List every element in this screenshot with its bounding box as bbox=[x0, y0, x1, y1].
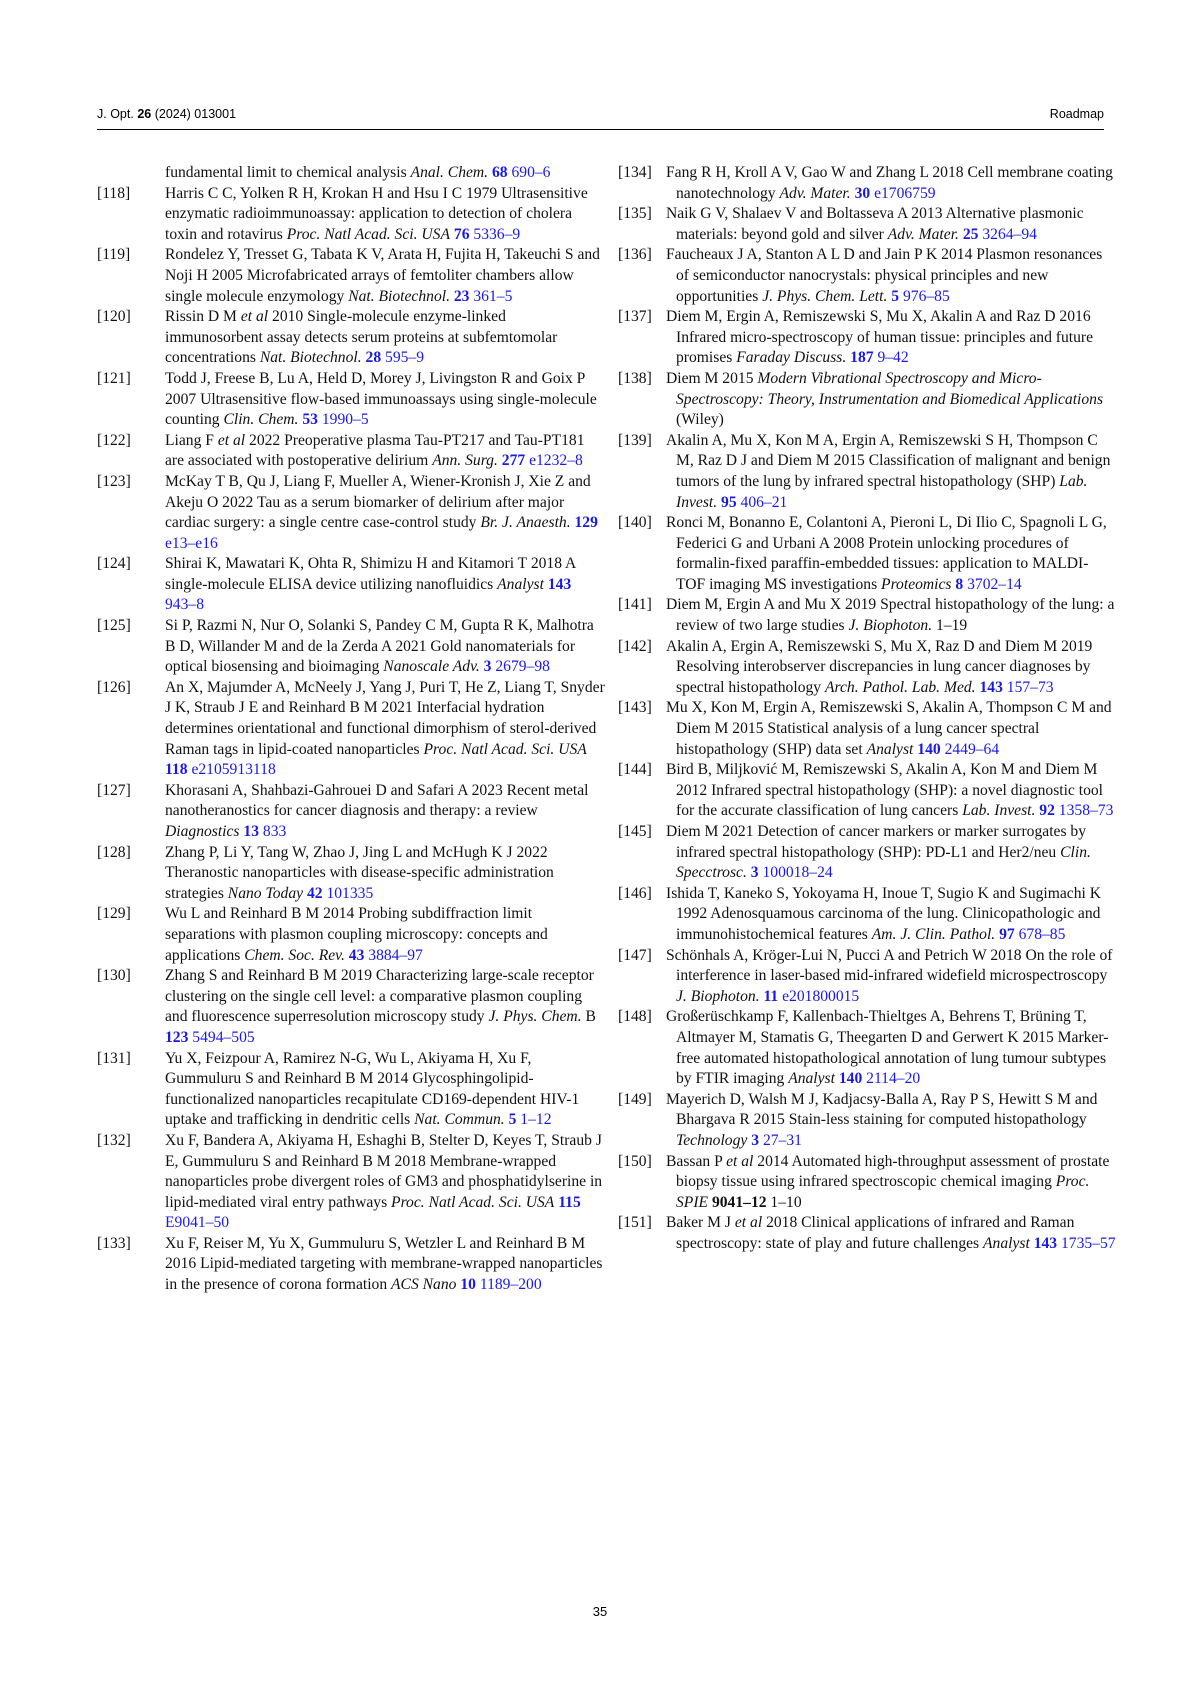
page-range-link[interactable]: 943–8 bbox=[165, 596, 204, 614]
reference-text bbox=[145, 431, 605, 472]
reference-number: [151] bbox=[618, 1214, 652, 1232]
reference-entry bbox=[618, 245, 1116, 307]
volume-link[interactable]: 3 bbox=[483, 658, 492, 676]
reference-fragment: McKay T B, Qu J, Liang F, Mueller A, Wiener-Kronish J, Xie Z and Akeju O 2022 Tau as a serum biomarker of delirium after major cardiac surgery: a single centre case-control study bbox=[165, 472, 591, 532]
reference-text bbox=[145, 904, 605, 966]
reference-text bbox=[145, 472, 605, 554]
reference-fragment: Naik G V, Shalaev V and Boltasseva A 2013 Alternative plasmonic materials: beyond gold and silver bbox=[666, 205, 1084, 243]
reference-text bbox=[145, 843, 605, 905]
reference-number: [142] bbox=[618, 637, 652, 655]
volume-link[interactable]: 28 bbox=[365, 349, 382, 367]
page-range-link[interactable]: 1735–57 bbox=[1061, 1234, 1116, 1252]
reference-number: [148] bbox=[618, 1008, 652, 1026]
page-range-link[interactable]: 3264–94 bbox=[982, 225, 1037, 243]
page-range-link[interactable]: 3884–97 bbox=[368, 946, 423, 964]
volume-link[interactable]: 187 bbox=[850, 349, 874, 367]
reference-entry bbox=[97, 554, 605, 616]
reference-entry bbox=[97, 431, 605, 472]
reference-fragment: Mayerich D, Walsh M J, Kadjacsy-Balla A, Ray P S, Hewitt S M and Bhargava R 2015 Stain-less staining for computed histopathology bbox=[666, 1090, 1098, 1129]
page-range-link[interactable]: e13–e16 bbox=[165, 534, 218, 552]
reference-fragment: Zhang P, Li Y, Tang W, Zhao J, Jing L and McHugh K J 2022 Theranostic nanoparticles with disease-specific administration strategies bbox=[165, 843, 554, 902]
reference-number: [123] bbox=[97, 472, 131, 490]
journal-title: Technology bbox=[676, 1131, 748, 1149]
reference-fragment: Ishida T, Kaneko S, Yokoyama H, Inoue T, Sugio K and Sugimachi K 1992 Adenosquamous carcinoma of the lung. Clinicopathologic and immunohistochemical features bbox=[666, 884, 1102, 943]
reference-fragment: Diem M, Ergin A, Remiszewski S, Mu X, Akalin A and Raz D 2016 Infrared micro-spectroscopy of human tissue: principles and future promises bbox=[666, 308, 1093, 367]
reference-fragment: Todd J, Freese B, Lu A, Held D, Morey J, Livingston R and Goix P 2007 Ultrasensitive flow-based immunoassays using single-molecule counting bbox=[165, 369, 597, 429]
volume-link[interactable]: 5 bbox=[891, 287, 900, 305]
reference-text bbox=[666, 1007, 1116, 1089]
page-range-link[interactable]: 5494–505 bbox=[192, 1028, 255, 1046]
reference-text bbox=[145, 1131, 605, 1234]
reference-text bbox=[666, 1213, 1116, 1254]
page-range-link[interactable]: 678–85 bbox=[1018, 925, 1066, 943]
reference-entry bbox=[97, 781, 605, 843]
reference-number: [120] bbox=[97, 308, 131, 326]
reference-entry bbox=[97, 1049, 605, 1131]
page-range-link[interactable]: 2679–98 bbox=[495, 658, 550, 676]
reference-text bbox=[145, 966, 605, 1048]
reference-entry bbox=[618, 637, 1116, 699]
reference-entry bbox=[618, 163, 1116, 204]
reference-entry bbox=[97, 184, 605, 246]
page-range-link[interactable]: 595–9 bbox=[385, 349, 424, 367]
reference-text bbox=[666, 1152, 1116, 1214]
reference-number: [136] bbox=[618, 246, 652, 264]
reference-entry bbox=[618, 1213, 1116, 1254]
volume-link[interactable]: 42 bbox=[306, 884, 323, 902]
volume-link[interactable]: 115 bbox=[558, 1193, 581, 1211]
reference-entry bbox=[618, 595, 1116, 636]
reference-text bbox=[145, 554, 605, 616]
journal-title: et al bbox=[726, 1152, 754, 1170]
journal-name: J. Opt. bbox=[97, 107, 134, 121]
journal-year-issue: (2024) 013001 bbox=[154, 107, 237, 121]
page-range-link[interactable]: 976–85 bbox=[902, 287, 950, 305]
reference-fragment: Akalin A, Mu X, Kon M A, Ergin A, Remiszewski S H, Thompson C M, Raz D J and Diem M 2015 Classification of malignant and benign tumors of the lung by infrared spectral histopathology (SHP) bbox=[666, 431, 1111, 490]
reference-text bbox=[145, 678, 605, 781]
journal-citation bbox=[97, 107, 236, 121]
reference-fragment: 2018 Clinical applications of infrared and Raman spectroscopy: state of play and future challenges bbox=[676, 1214, 1075, 1252]
journal-title: Analyst bbox=[866, 740, 914, 758]
volume-link[interactable]: 3 bbox=[751, 1131, 760, 1149]
reference-number: [126] bbox=[97, 678, 131, 696]
journal-title: Lab. Invest. bbox=[962, 802, 1036, 820]
reference-number: [134] bbox=[618, 164, 652, 181]
volume-link[interactable]: 95 bbox=[721, 493, 737, 511]
volume-link[interactable]: 8 bbox=[955, 575, 964, 593]
reference-entry bbox=[618, 884, 1116, 946]
reference-fragment: 2022 Preoperative plasma Tau-PT217 and Tau-PT181 are associated with postoperative delirium bbox=[165, 431, 585, 470]
reference-text bbox=[666, 431, 1116, 513]
reference-fragment: Ronci M, Bonanno E, Colantoni A, Pieroni L, Di Ilio C, Spagnoli L G, Federici G and Urbani A 2008 Protein unlocking procedures of formalin-fixed paraffin-embedded tissues: application to MALDI-TOF imaging MS investigations bbox=[666, 514, 1107, 593]
journal-title: Diagnostics bbox=[165, 823, 240, 840]
volume-link[interactable]: 143 bbox=[979, 678, 1003, 696]
volume-link[interactable]: 129 bbox=[574, 514, 598, 532]
volume-link[interactable]: 123 bbox=[165, 1028, 189, 1046]
reference-text bbox=[145, 616, 605, 678]
running-header bbox=[97, 105, 1104, 130]
reference-fragment: Fang R H, Kroll A V, Gao W and Zhang L 2018 Cell membrane coating nanotechnology bbox=[666, 164, 1113, 202]
reference-number: [144] bbox=[618, 761, 652, 779]
journal-title: J. Phys. Chem. bbox=[488, 1008, 582, 1026]
journal-title: Proc. SPIE bbox=[676, 1173, 1090, 1211]
reference-text bbox=[666, 369, 1116, 431]
reference-column-right bbox=[618, 163, 1116, 1254]
reference-fragment: 1–19 bbox=[932, 617, 968, 635]
page-range-link[interactable]: e201800015 bbox=[782, 987, 860, 1005]
journal-title: J. Phys. Chem. Lett. bbox=[762, 287, 888, 305]
page-range-link[interactable]: 3702–14 bbox=[967, 575, 1022, 593]
reference-fragment: Diem M 2021 Detection of cancer markers or marker surrogates by infrared spectral histopathology (SHP): PD-L1 and Her2/neu bbox=[666, 823, 1087, 861]
reference-text bbox=[666, 204, 1116, 245]
reference-text bbox=[165, 163, 605, 184]
reference-number: [149] bbox=[618, 1090, 652, 1108]
reference-number: [122] bbox=[97, 431, 131, 449]
reference-number: [128] bbox=[97, 843, 131, 861]
reference-number: [146] bbox=[618, 884, 652, 902]
reference-entry bbox=[97, 678, 605, 781]
reference-text bbox=[666, 637, 1116, 699]
reference-number: [137] bbox=[618, 308, 652, 326]
reference-text bbox=[145, 1234, 605, 1296]
reference-entry bbox=[97, 843, 605, 905]
volume-link[interactable]: 11 bbox=[763, 987, 779, 1005]
reference-number: [125] bbox=[97, 617, 131, 635]
journal-title: Br. J. Anaesth. bbox=[480, 514, 571, 532]
page-range-link[interactable]: 361–5 bbox=[473, 287, 513, 305]
reference-number: [118] bbox=[97, 184, 131, 202]
reference-number: [147] bbox=[618, 946, 652, 964]
reference-text bbox=[666, 163, 1116, 204]
volume-link[interactable]: 3 bbox=[750, 864, 759, 882]
reference-column-left bbox=[97, 163, 605, 1296]
reference-entry bbox=[97, 1234, 605, 1296]
reference-fragment: Diem M, Ergin A and Mu X 2019 Spectral histopathology of the lung: a review of two large studies bbox=[666, 596, 1115, 635]
page-range-link[interactable]: 1990–5 bbox=[321, 411, 369, 429]
reference-fragment: fundamental limit to chemical analysis bbox=[165, 164, 411, 181]
volume-link[interactable]: 13 bbox=[243, 823, 260, 840]
journal-title: Nat. Biotechnol. bbox=[259, 349, 362, 367]
page-range-link[interactable]: 2114–20 bbox=[866, 1070, 921, 1088]
volume-link[interactable]: 118 bbox=[165, 761, 188, 779]
reference-number: [150] bbox=[618, 1152, 652, 1170]
journal-title: Faraday Discuss. bbox=[736, 349, 847, 367]
reference-entry bbox=[97, 307, 605, 369]
reference-fragment: Faucheaux J A, Stanton A L D and Jain P K 2014 Plasmon resonances of semiconductor nanocrystals: physical principles and new opportunities bbox=[666, 246, 1103, 305]
reference-entry bbox=[618, 822, 1116, 884]
journal-title: Analyst bbox=[497, 575, 544, 593]
reference-fragment: Mu X, Kon M, Ergin A, Remiszewski S, Akalin A, Thompson C M and Diem M 2015 Statistical analysis of a lung cancer spectral histopathology (SHP) data set bbox=[666, 699, 1112, 758]
journal-title: et al bbox=[240, 308, 269, 326]
reference-number: [141] bbox=[618, 596, 652, 614]
volume-link[interactable]: 43 bbox=[348, 946, 365, 964]
page-range-link[interactable]: e2105913118 bbox=[191, 761, 276, 779]
volume-link[interactable]: 68 bbox=[491, 164, 508, 181]
volume-link[interactable]: 53 bbox=[302, 411, 318, 429]
reference-text bbox=[145, 307, 605, 369]
reference-entry bbox=[618, 513, 1116, 595]
journal-title: ACS Nano bbox=[391, 1276, 457, 1294]
reference-number: [138] bbox=[618, 369, 652, 387]
reference-entry bbox=[97, 904, 605, 966]
reference-fragment: Yu X, Feizpour A, Ramirez N-G, Wu L, Akiyama H, Xu F, Gummuluru S and Reinhard B M 2014 Glycosphingolipid-functionalized nanoparticles recapitulate CD169-dependent HIV-1 uptake and trafficking in dendritic cells bbox=[165, 1049, 580, 1129]
journal-title: Proc. Natl Acad. Sci. USA bbox=[423, 740, 587, 758]
reference-text bbox=[666, 1090, 1116, 1152]
reference-fragment: 2010 Single-molecule enzyme-linked immunosorbent assay detects serum proteins at subfemtomolar concentrations bbox=[165, 308, 558, 367]
volume-link[interactable]: 97 bbox=[999, 925, 1015, 943]
journal-title: Nat. Commun. bbox=[414, 1111, 505, 1129]
reference-entry bbox=[618, 1090, 1116, 1152]
reference-number: [139] bbox=[618, 431, 652, 449]
journal-title: Am. J. Clin. Pathol. bbox=[871, 925, 996, 943]
journal-volume: 26 bbox=[137, 107, 152, 121]
journal-title: et al bbox=[734, 1214, 763, 1232]
reference-entry bbox=[97, 1131, 605, 1234]
journal-title: Modern Vibrational Spectroscopy and Micro-Spectroscopy: Theory, Instrumentation and Biomedical Applications bbox=[676, 369, 1104, 408]
volume-link[interactable]: 30 bbox=[854, 184, 871, 202]
reference-fragment: (Wiley) bbox=[676, 411, 724, 429]
reference-fragment: Xu F, Reiser M, Yu X, Gummuluru S, Wetzler L and Reinhard B M 2016 Lipid-mediated targeting with membrane-wrapped nanoparticles in the presence of corona formation bbox=[165, 1234, 603, 1294]
reference-fragment: 2014 Automated high-throughput assessment of prostate biopsy tissue using infrared spectroscopic chemical imaging bbox=[676, 1152, 1110, 1191]
reference-entry bbox=[97, 245, 605, 307]
page-range-link[interactable]: 406–21 bbox=[740, 493, 788, 511]
reference-fragment: Khorasani A, Shahbazi-Gahrouei D and Safari A 2023 Recent metal nanotheranostics for cancer diagnosis and therapy: a review bbox=[165, 781, 589, 820]
volume-link[interactable]: 76 bbox=[453, 225, 470, 243]
reference-number: [131] bbox=[97, 1049, 131, 1067]
journal-title: J. Biophoton. bbox=[848, 617, 933, 635]
page-range-link[interactable]: 1189–200 bbox=[479, 1276, 542, 1294]
journal-title: Nat. Biotechnol. bbox=[348, 287, 450, 305]
page-range-link[interactable]: 101335 bbox=[326, 884, 374, 902]
reference-fragment: An X, Majumder A, McNeely J, Yang J, Puri T, He Z, Liang T, Snyder J K, Straub J E and Reinhard B M 2021 Interfacial hydration determines orientational and functional dimorphism of sterol-derived Raman tags in lipid-coated nanoparticles bbox=[165, 678, 605, 758]
reference-fragment: Wu L and Reinhard B M 2014 Probing subdiffraction limit separations with plasmon coupling microscopy: concepts and applications bbox=[165, 905, 548, 964]
volume-link[interactable]: 277 bbox=[501, 452, 526, 470]
reference-entry bbox=[618, 369, 1116, 431]
reference-number: [140] bbox=[618, 514, 652, 532]
page-range-link[interactable]: 157–73 bbox=[1006, 678, 1054, 696]
journal-title: Clin. Specctrosc. bbox=[676, 843, 1091, 882]
reference-text bbox=[666, 884, 1116, 946]
page-range-link[interactable]: e1706759 bbox=[874, 184, 936, 202]
page-range-link[interactable]: E9041–50 bbox=[165, 1214, 230, 1232]
reference-entry bbox=[618, 1152, 1116, 1214]
journal-title: Adv. Mater. bbox=[779, 184, 851, 202]
reference-fragment: Bird B, Miljković M, Remiszewski S, Akalin A, Kon M and Diem M 2012 Infrared spectral histopathology (SHP): a novel diagnostic tool for the accurate classification of lung cancers bbox=[666, 761, 1104, 820]
reference-fragment: Si P, Razmi N, Nur O, Solanki S, Pandey C M, Gupta R K, Malhotra B D, Willander M and de la Zerda A 2021 Gold nanomaterials for optical biosensing and bioimaging bbox=[165, 617, 594, 676]
reference-fragment: B bbox=[581, 1008, 596, 1026]
reference-entry bbox=[618, 698, 1116, 760]
reference-number: [130] bbox=[97, 967, 131, 985]
reference-number: [132] bbox=[97, 1131, 131, 1149]
journal-title: et al bbox=[217, 431, 246, 449]
journal-title: Ann. Surg. bbox=[432, 452, 498, 470]
volume-number: 9041–12 bbox=[711, 1193, 767, 1211]
volume-link[interactable]: 5 bbox=[508, 1111, 517, 1129]
reference-fragment: Bassan P bbox=[666, 1152, 727, 1170]
reference-text bbox=[145, 781, 605, 843]
journal-title: Analyst bbox=[788, 1070, 835, 1088]
reference-text bbox=[666, 307, 1116, 369]
reference-fragment: 1–10 bbox=[766, 1193, 802, 1211]
journal-title: Arch. Pathol. Lab. Med. bbox=[824, 678, 976, 696]
reference-fragment: Rondelez Y, Tresset G, Tabata K V, Arata H, Fujita H, Takeuchi S and Noji H 2005 Microfabricated arrays of femtoliter chambers allow single molecule enzymology bbox=[165, 246, 600, 305]
reference-entry bbox=[97, 163, 605, 184]
reference-number: [119] bbox=[97, 246, 131, 264]
reference-number: [129] bbox=[97, 905, 131, 923]
reference-entry bbox=[97, 472, 605, 554]
reference-text bbox=[666, 595, 1116, 636]
journal-title: Proteomics bbox=[881, 575, 952, 593]
journal-title: Proc. Natl Acad. Sci. USA bbox=[286, 225, 450, 243]
journal-title: Analyst bbox=[983, 1234, 1030, 1252]
reference-text bbox=[666, 245, 1116, 307]
volume-link[interactable]: 23 bbox=[453, 287, 470, 305]
journal-title: Proc. Natl Acad. Sci. USA bbox=[391, 1193, 555, 1211]
reference-entry bbox=[97, 369, 605, 431]
volume-link[interactable]: 140 bbox=[917, 740, 941, 758]
reference-number: [135] bbox=[618, 205, 652, 223]
reference-text bbox=[145, 1049, 605, 1131]
reference-fragment: Diem M 2015 bbox=[666, 369, 758, 387]
reference-fragment: Liang F bbox=[165, 431, 218, 449]
journal-title: Nanoscale Adv. bbox=[383, 658, 480, 676]
volume-link[interactable]: 143 bbox=[547, 575, 572, 593]
volume-link[interactable]: 92 bbox=[1039, 802, 1055, 820]
volume-link[interactable]: 10 bbox=[460, 1276, 476, 1294]
journal-title: Nano Today bbox=[227, 884, 304, 902]
reference-entry bbox=[618, 946, 1116, 1008]
reference-fragment: Xu F, Bandera A, Akiyama H, Eshaghi B, Stelter D, Keyes T, Straub J E, Gummuluru S and Reinhard B M 2018 Membrane-wrapped nanoparticles probe divergent roles of GM3 and phosphatidylserine in lipid-mediated viral entry pathways bbox=[165, 1131, 603, 1211]
reference-entry bbox=[618, 307, 1116, 369]
page-range-link[interactable]: 9–42 bbox=[877, 349, 909, 367]
page-range-link[interactable]: 2449–64 bbox=[944, 740, 1000, 758]
reference-text bbox=[145, 369, 605, 431]
reference-text bbox=[666, 513, 1116, 595]
reference-text bbox=[145, 245, 605, 307]
reference-fragment: Shirai K, Mawatari K, Ohta R, Shimizu H and Kitamori T 2018 A single-molecule ELISA device utilizing nanofluidics bbox=[165, 555, 576, 593]
reference-text bbox=[145, 184, 605, 246]
page-number: 35 bbox=[592, 1604, 608, 1619]
volume-link[interactable]: 140 bbox=[838, 1070, 863, 1088]
reference-text bbox=[666, 698, 1116, 760]
page-range-link[interactable]: 690–6 bbox=[511, 164, 551, 181]
reference-entry bbox=[97, 616, 605, 678]
reference-fragment: Großerüschkamp F, Kallenbach-Thieltges A, Behrens T, Brüning T, Altmayer M, Stamatis G, Theegarten D and Gerwert K 2015 Marker-free automated histopathological annotation of lung tumour subtypes by FTIR imaging bbox=[666, 1008, 1109, 1088]
reference-fragment: Zhang S and Reinhard B M 2019 Characterizing large-scale receptor clustering on the single cell level: a comparative plasmon coupling and fluorescence superresolution microscopy study bbox=[165, 967, 594, 1026]
reference-entry bbox=[97, 966, 605, 1048]
page-range-link[interactable]: 1358–73 bbox=[1058, 802, 1114, 820]
reference-text bbox=[666, 946, 1116, 1008]
reference-number: [121] bbox=[97, 369, 131, 387]
journal-title: Adv. Mater. bbox=[887, 225, 959, 243]
journal-title: Clin. Chem. bbox=[223, 411, 299, 429]
journal-title: Chem. Soc. Rev. bbox=[244, 946, 345, 964]
page-range-link[interactable]: 27–31 bbox=[762, 1131, 802, 1149]
reference-fragment: Baker M J bbox=[666, 1214, 735, 1232]
reference-number: [143] bbox=[618, 699, 652, 717]
reference-entry bbox=[618, 1007, 1116, 1089]
volume-link[interactable]: 25 bbox=[962, 225, 979, 243]
reference-fragment: Schönhals A, Kröger-Lui N, Pucci A and Petrich W 2018 On the role of interference in laser-based mid-infrared widefield microspectroscopy bbox=[666, 946, 1113, 985]
reference-entry bbox=[618, 760, 1116, 822]
page-range-link[interactable]: 833 bbox=[262, 823, 287, 840]
volume-link[interactable]: 143 bbox=[1033, 1234, 1058, 1252]
reference-text bbox=[666, 822, 1116, 884]
page-range-link[interactable]: 5336–9 bbox=[473, 225, 521, 243]
reference-fragment: Akalin A, Ergin A, Remiszewski S, Mu X, Raz D and Diem M 2019 Resolving interobserver discrepancies in lung cancer diagnoses by spectral histopathology bbox=[666, 637, 1093, 696]
reference-fragment: Rissin D M bbox=[165, 308, 241, 326]
reference-number: [145] bbox=[618, 823, 652, 840]
page-range-link[interactable]: 1–12 bbox=[520, 1111, 552, 1129]
reference-entry bbox=[618, 431, 1116, 513]
reference-entry bbox=[618, 204, 1116, 245]
reference-number: [133] bbox=[97, 1234, 131, 1252]
reference-number: [124] bbox=[97, 555, 131, 573]
reference-text bbox=[666, 760, 1116, 822]
reference-number: [127] bbox=[97, 781, 131, 799]
section-label: Roadmap bbox=[1049, 107, 1104, 121]
page-range-link[interactable]: e1232–8 bbox=[529, 452, 583, 470]
reference-fragment: Harris C C, Yolken R H, Krokan H and Hsu I C 1979 Ultrasensitive enzymatic radioimmunoassay: application to detection of cholera toxin and rotavirus bbox=[165, 184, 588, 243]
journal-title: Anal. Chem. bbox=[410, 164, 489, 181]
journal-title: Lab. Invest. bbox=[676, 472, 1088, 511]
journal-title: J. Biophoton. bbox=[676, 987, 760, 1005]
page-range-link[interactable]: 100018–24 bbox=[762, 864, 833, 882]
